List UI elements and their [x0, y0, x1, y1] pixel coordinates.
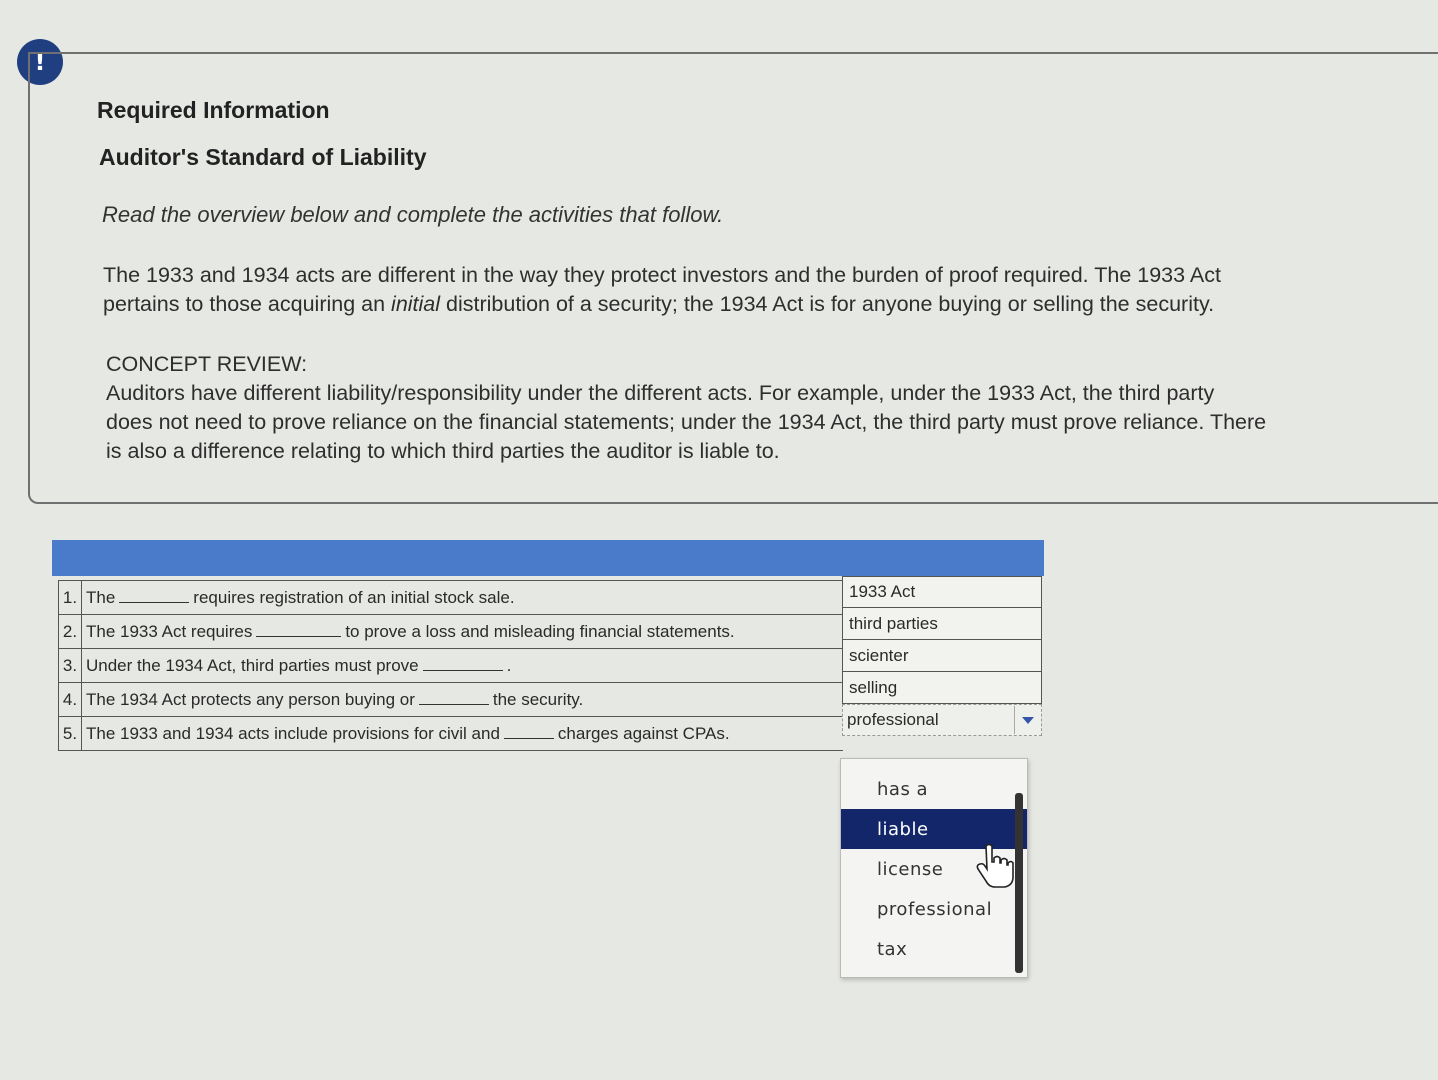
- question-row-5: [59, 717, 843, 751]
- question-number: 2.: [59, 615, 82, 648]
- concept-review-title: CONCEPT REVIEW:: [106, 352, 308, 376]
- answer-select-2[interactable]: third parties: [842, 608, 1042, 640]
- dropdown-option[interactable]: has a: [877, 778, 929, 800]
- concept-review: [106, 350, 1266, 466]
- question-number: 3.: [59, 649, 82, 682]
- section-subtitle: Auditor's Standard of Liability: [99, 144, 427, 170]
- selected-value: professional: [847, 710, 939, 729]
- overview-paragraph: [103, 261, 1221, 319]
- question-row-4: [59, 683, 843, 717]
- answer-blank: [419, 690, 489, 705]
- hand-pointer-icon: [974, 842, 1014, 890]
- page-title: Required Information: [97, 97, 330, 123]
- answer-blank: [256, 622, 341, 637]
- dropdown-option[interactable]: tax: [877, 938, 908, 960]
- answer-select-3[interactable]: scienter: [842, 640, 1042, 672]
- answer-blank: [504, 724, 554, 739]
- dropdown-scrollbar[interactable]: [1015, 793, 1023, 973]
- alert-icon: !: [17, 39, 63, 85]
- instructions-text: Read the overview below and complete the activities that follow.: [102, 202, 724, 227]
- overview-line-2: pertains to those acquiring an initial distribution of a security; the 1934 Act is for anyone buying or selling the security.: [103, 292, 1215, 316]
- question-number: 5.: [59, 717, 82, 750]
- answer-select-5[interactable]: [842, 704, 1042, 736]
- answers-column: [842, 576, 1042, 736]
- concept-review-line-2: does not need to prove reliance on the financial statements; under the 1934 Act, the third party must prove reliance. There: [106, 410, 1267, 434]
- question-text: The 1934 Act protects any person buying or the security.: [86, 689, 584, 709]
- activity-table: [52, 540, 1044, 743]
- question-row-3: [59, 649, 843, 683]
- question-text: The 1933 and 1934 acts include provisions for civil and charges against CPAs.: [86, 723, 730, 743]
- concept-review-line-1: Auditors have different liability/responsibility under the different acts. For example, under the 1933 Act, the third party: [106, 381, 1215, 405]
- answer-select-1[interactable]: 1933 Act: [842, 576, 1042, 608]
- question-text: Under the 1934 Act, third parties must prove .: [86, 655, 512, 675]
- chevron-down-icon[interactable]: [1014, 706, 1041, 734]
- answer-blank: [423, 656, 503, 671]
- answer-select-4[interactable]: selling: [842, 672, 1042, 704]
- question-row-1: [59, 581, 843, 615]
- dropdown-option[interactable]: professional: [877, 898, 993, 920]
- dropdown-option[interactable]: license: [877, 858, 944, 880]
- question-row-2: [59, 615, 843, 649]
- table-header-bar: [52, 540, 1044, 576]
- questions-list: [58, 580, 843, 751]
- overview-line-1: The 1933 and 1934 acts are different in the way they protect investors and the burden of proof required. The 1933 Act: [103, 263, 1221, 287]
- question-number: 1.: [59, 581, 82, 614]
- answer-blank: [119, 588, 189, 603]
- concept-review-line-3: is also a difference relating to which third parties the auditor is liable to.: [106, 439, 780, 463]
- question-text: The 1933 Act requires to prove a loss and misleading financial statements.: [86, 621, 735, 641]
- question-number: 4.: [59, 683, 82, 716]
- dropdown-option-highlighted[interactable]: liable: [841, 809, 1027, 849]
- question-text: The requires registration of an initial stock sale.: [86, 587, 515, 607]
